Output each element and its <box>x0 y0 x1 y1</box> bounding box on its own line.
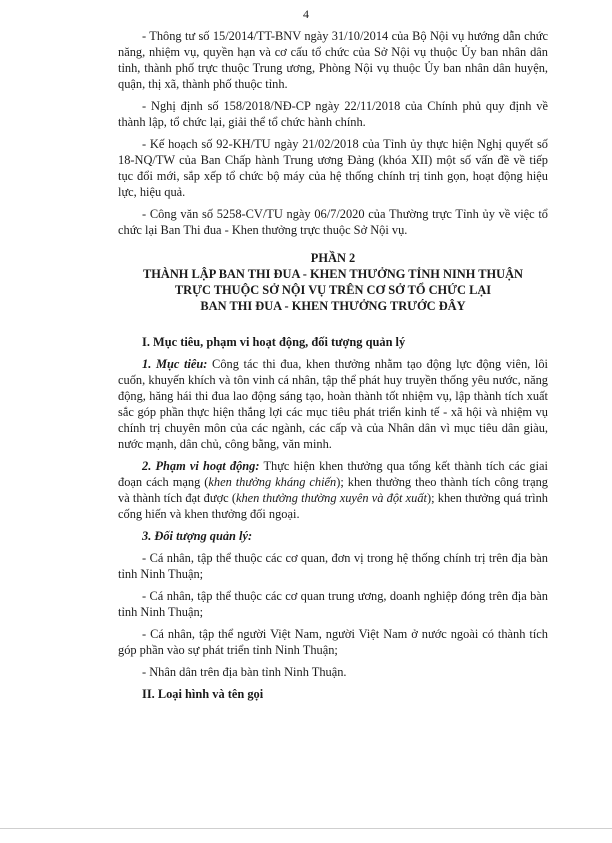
scope-label: 2. Phạm vi hoạt động: <box>142 459 260 473</box>
subject-item: - Nhân dân trên địa bàn tỉnh Ninh Thuận. <box>142 665 347 679</box>
legal-basis-item: - Nghị định số 158/2018/NĐ-CP ngày 22/11/2018 của Chính phủ quy định về thành lập, tổ chức lại, giải thể tổ chức hành chính. <box>118 99 548 129</box>
scope-text: Thực hiện khen thưởng qua tổng kết thành tích các giai đoạn cách mạng ( <box>118 459 549 489</box>
part-title-line: BAN THI ĐUA - KHEN THƯỞNG TRƯỚC ĐÂY <box>200 299 466 313</box>
scope-italic: khen thưởng thường xuyên và đột xuất <box>235 491 427 505</box>
page-number: 4 <box>303 7 309 21</box>
section-heading: II. Loại hình và tên gọi <box>142 687 264 701</box>
subject-item: - Cá nhân, tập thể thuộc các cơ quan, đơn vị trong hệ thống chính trị trên địa bàn tỉnh Ninh Thuận; <box>118 551 548 581</box>
subjects-label: 3. Đối tượng quản lý: <box>142 529 253 543</box>
subject-item: - Cá nhân, tập thể người Việt Nam, người Việt Nam ở nước ngoài có thành tích góp phần vào sự phát triển tỉnh Ninh Thuận; <box>118 627 548 657</box>
subject-item: - Cá nhân, tập thể thuộc các cơ quan trung ương, doanh nghiệp đóng trên địa bàn tỉnh Ninh Thuận; <box>118 589 548 619</box>
part-label: PHẦN 2 <box>310 251 356 265</box>
goal-text: Công tác thi đua, khen thưởng nhằm tạo động lực động viên, lôi cuốn, khuyến khích và tôn vinh cá nhân, tập thể phát huy truyền thống yêu nước, năng động, hăng hái thi đua lao động sáng tạo, hoàn thành tốt nhiệm vụ, lập thành tích xuất sắc góp phần thực hiện thắng lợi các mục tiêu phát triển kinh tế - xã hội và nhiệm vụ chính trị chuyên môn của các ngành, các cấp và của Nhân dân vì mục tiêu dân giàu, nước mạnh, dân chủ, công bằng, văn minh. <box>118 357 548 451</box>
goal-paragraph <box>118 356 548 452</box>
scope-italic: khen thưởng kháng chiến <box>208 475 337 489</box>
scope-text: ); khen thưởng quá trình cống hiến và khen thưởng đối ngoại. <box>118 491 548 521</box>
legal-basis-item: - Thông tư số 15/2014/TT-BNV ngày 31/10/2014 của Bộ Nội vụ hướng dẫn chức năng, nhiệm vụ, quyền hạn và cơ cấu tổ chức của Sở Nội vụ thuộc Ủy ban nhân dân tỉnh, thành phố trực thuộc Trung ương, Phòng Nội vụ thuộc Ủy ban nhân dân huyện, quận, thị xã, thành phố thuộc tỉnh. <box>118 29 548 91</box>
scope-paragraph <box>118 458 548 522</box>
part-title-line: THÀNH LẬP BAN THI ĐUA - KHEN THƯỞNG TỈNH NINH THUẬN <box>142 267 524 281</box>
legal-basis-item: - Kế hoạch số 92-KH/TU ngày 21/02/2018 của Tỉnh ủy thực hiện Nghị quyết số 18-NQ/TW của Ban Chấp hành Trung ương Đảng (khóa XII) một số vấn đề về tiếp tục đổi mới, sắp xếp tổ chức bộ máy của hệ thống chính trị tinh gọn, hoạt động hiệu lực, hiệu quả. <box>118 137 548 199</box>
subjects-label-paragraph <box>118 528 548 544</box>
scope-text: ); khen thưởng theo thành tích công trạng và thành tích đạt được ( <box>118 475 548 505</box>
goal-label: 1. Mục tiêu: <box>142 357 208 371</box>
section-heading: I. Mục tiêu, phạm vi hoạt động, đối tượng quản lý <box>142 335 406 349</box>
part-title-line: TRỰC THUỘC SỞ NỘI VỤ TRÊN CƠ SỞ TỔ CHỨC LẠI <box>174 283 492 297</box>
legal-basis-item: - Công văn số 5258-CV/TU ngày 06/7/2020 của Thường trực Tỉnh ủy về việc tổ chức lại Ban Thi đua - Khen thưởng trực thuộc Sở Nội vụ. <box>118 207 548 237</box>
document-body <box>118 28 548 708</box>
page-bottom-rule <box>0 828 612 829</box>
